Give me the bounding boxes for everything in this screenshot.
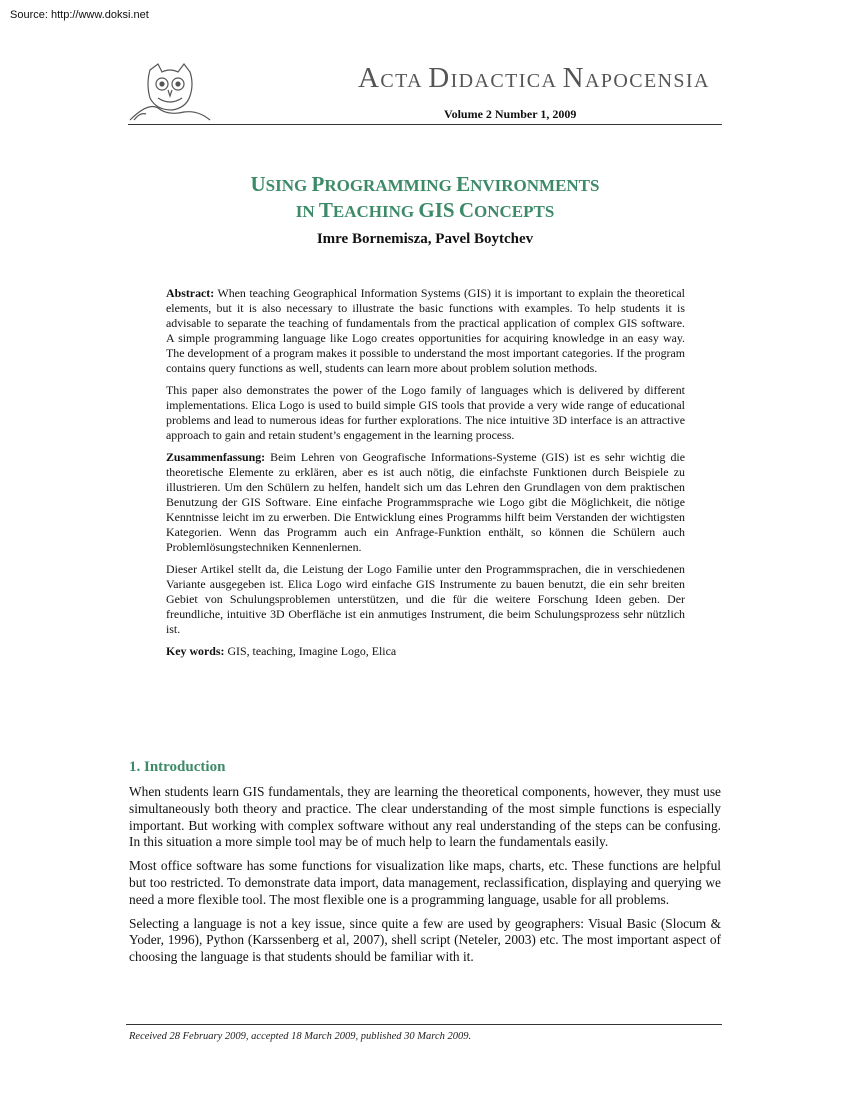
journal-word-3-rest: APOCENSIA	[585, 70, 710, 92]
title-word-rest: ROGRAMMING	[324, 176, 457, 195]
title-word-cap: C	[458, 198, 474, 222]
title-line-2	[0, 198, 850, 224]
abstract-block	[166, 286, 685, 666]
zusammenfassung-paragraph-2: Dieser Artikel stellt da, die Leistung der Logo Familie unter den Programmsprachen, die in verschiedenen Variante ausgegeben ist. Elica Logo wird einfache GIS Instrumente zu bauen benutzt, die ein sehr breiten Gebiet von Schulungsproblemen unterstützen, und die für die weitere Forschung Ideen geben. Der freundliche, intuitive 3D Oberfläche ist ein anmutiges Instrument, die beim Schulungsprozess sehr nützlich ist.	[166, 562, 685, 636]
title-word-cap: E	[456, 172, 471, 196]
title-line-1	[0, 172, 850, 198]
journal-word-1-rest: CTA	[380, 70, 422, 92]
intro-paragraph: When students learn GIS fundamentals, they are learning the theoretical components, however, they must use simultaneously both theory and practice. The clear understanding of the most simple functions is especially important. But working with complex software without any real understanding of the steps can be confusing. In this situation a more simple tool may be of much help to learn the fundamentals easily.	[129, 784, 721, 850]
publication-dates: Received 28 February 2009, accepted 18 March 2009, published 30 March 2009.	[129, 1031, 472, 1042]
source-url: Source: http://www.doksi.net	[10, 9, 149, 21]
title-word-cap: GIS	[418, 198, 455, 222]
paper-title	[0, 172, 850, 224]
journal-word-2-rest: IDACTICA	[450, 70, 557, 92]
footer-divider	[126, 1024, 722, 1025]
title-word-rest: EACHING	[332, 202, 419, 221]
title-word-cap: U	[250, 172, 266, 196]
keywords	[166, 644, 685, 659]
intro-paragraph: Most office software has some functions for visualization like maps, charts, etc. These functions are helpful but too restricted. To demonstrate data import, data management, reclassification, displaying and querying we need a more flexible tool. The most flexible one is a programming language, usable for all problems.	[129, 858, 721, 907]
title-word-rest: IN	[295, 202, 319, 221]
journal-word-2-cap: D	[428, 62, 451, 94]
title-word-cap: T	[318, 198, 333, 222]
owl-logo-icon	[128, 62, 212, 124]
keywords-text: GIS, teaching, Imagine Logo, Elica	[224, 644, 397, 658]
zusammenfassung-text: Beim Lehren von Geografische Informations-Systeme (GIS) ist es sehr wichtig die theoretische Elemente zu erklären, aber es ist auch nötig, die einfachste Funktionen durch Beispiele zu illustrieren. Um den Schülern zu helfen, handelt sich um das Lehren den Grundlagen von dem praktischen Benutzung der GIS Software. Eine einfache Programmsprache wie Logo gibt die Möglichkeit, die nötige Kenntnisse leicht im zu erwerben. Die Entwicklung eines Programms hilft beim Verstanden der wichtigsten Kategorien. Wenn das Programm auch ein Anfrage-Funktion enthält, so können die Schülern auch Problemlösungstechniken Kennenlernen.	[166, 450, 685, 554]
zusammenfassung-paragraph	[166, 450, 685, 555]
abstract-text: When teaching Geographical Information Systems (GIS) it is important to explain the theoretical elements, but it is also necessary to illustrate the basic functions with examples. To help students it is advisable to separate the teaching of fundamentals from the practical application of complex GIS software. A simple programming language like Logo creates opportunities for acquiring knowledge in an easy way. The development of a program makes it possible to understand the most important categories. If the program contains query functions as well, students can learn more about problem solution methods.	[166, 286, 685, 375]
zusammenfassung-label: Zusammenfassung:	[166, 450, 266, 464]
abstract-label: Abstract:	[166, 286, 215, 300]
title-word-rest: ONCEPTS	[473, 202, 555, 221]
volume-info: Volume 2 Number 1, 2009	[444, 107, 577, 121]
abstract-paragraph	[166, 286, 685, 376]
journal-title	[358, 62, 718, 95]
journal-word-1-cap: A	[358, 62, 381, 94]
title-word-cap: P	[311, 172, 325, 196]
intro-paragraph: Selecting a language is not a key issue, since quite a few are used by geographers: Visual Basic (Slocum & Yoder, 1996), Python (Karssenberg et al, 2007), shell script (Neteler, 2003) etc. The most important aspect of choosing the language is that students should be familiar with it.	[129, 915, 721, 965]
header-divider	[128, 124, 722, 125]
title-word-rest: NVIRONMENTS	[470, 176, 600, 195]
journal-word-3-cap: N	[562, 62, 585, 94]
section-heading-introduction: 1. Introduction	[129, 759, 226, 775]
introduction-body	[129, 784, 721, 973]
abstract-paragraph-2: This paper also demonstrates the power of the Logo family of languages which is delivered by different implementations. Elica Logo is used to build simple GIS tools that provide a very wide range of educational problems and lead to numerous ideas for further explorations. The nice intuitive 3D interface is an attractive approach to gain and retain student’s engagement in the learning process.	[166, 383, 685, 442]
keywords-label: Key words:	[166, 644, 225, 658]
title-word-rest: SING	[265, 176, 312, 195]
paper-authors: Imre Bornemisza, Pavel Boytchev	[316, 231, 534, 247]
